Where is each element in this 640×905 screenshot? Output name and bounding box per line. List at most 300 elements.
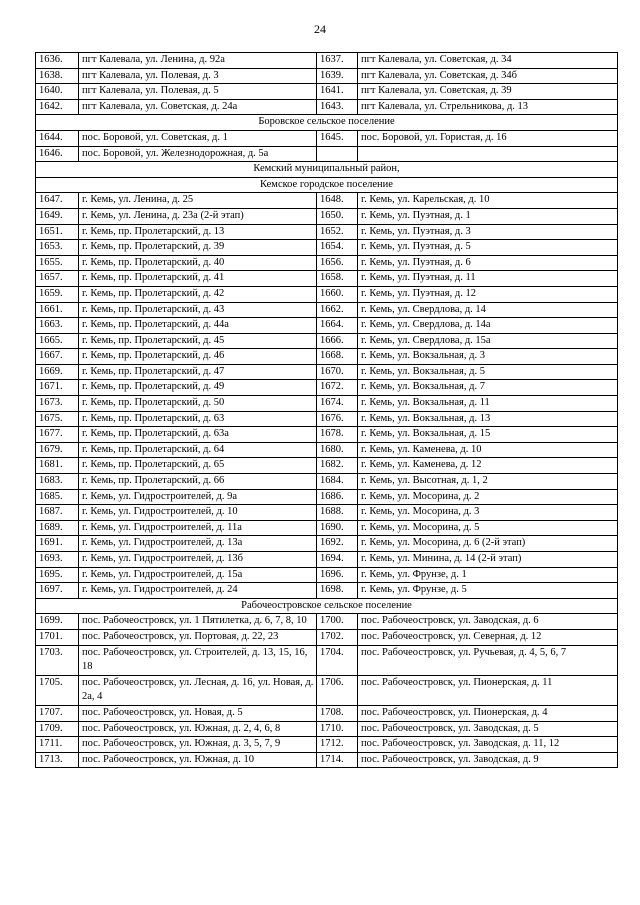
- entry-number: [317, 752, 358, 768]
- table-row: [36, 474, 618, 490]
- address-cell: [79, 84, 317, 100]
- entry-number-text: 1668.: [320, 350, 344, 362]
- address-cell: [79, 614, 317, 630]
- table-row: [36, 99, 618, 115]
- address-text: г. Кемь, ул. Ленина, д. 25: [82, 194, 194, 206]
- entry-number: [317, 224, 358, 240]
- entry-number: [36, 705, 79, 721]
- address-cell: [358, 705, 618, 721]
- address-cell: [79, 536, 317, 552]
- entry-number-text: 1708.: [320, 706, 344, 718]
- address-text: г. Кемь, ул. Свердлова, д. 15а: [361, 334, 491, 346]
- address-text: г. Кемь, ул. Гидростроителей, д. 13а: [82, 537, 243, 549]
- entry-number: [317, 705, 358, 721]
- address-text: пгт Калевала, ул. Советская, д. 24а: [82, 100, 238, 112]
- entry-number: [317, 286, 358, 302]
- address-cell: [358, 224, 618, 240]
- address-text: г. Кемь, ул. Фрунзе, д. 1: [361, 568, 467, 580]
- address-text: пос. Рабочеостровск, ул. Новая, д. 5: [82, 706, 243, 718]
- address-text: пос. Рабочеостровск, ул. Южная, д. 2, 4, 6, 8: [82, 722, 281, 734]
- entry-number-text: 1683.: [39, 475, 63, 487]
- address-text: г. Кемь, пр. Пролетарский, д. 63: [82, 412, 225, 424]
- entry-number: [36, 520, 79, 536]
- entry-number-text: 1660.: [320, 287, 344, 299]
- entry-number: [36, 240, 79, 256]
- address-cell: [79, 411, 317, 427]
- entry-number: [317, 411, 358, 427]
- entry-number-text: 1699.: [39, 615, 63, 627]
- address-text: пос. Боровой, ул. Гористая, д. 16: [361, 131, 507, 143]
- table-row: [36, 193, 618, 209]
- table-row: [36, 240, 618, 256]
- address-text: пгт Калевала, ул. Полевая, д. 3: [82, 69, 219, 81]
- entry-number-text: 1658.: [320, 272, 344, 284]
- address-text: пос. Рабочеостровск, ул. Пионерская, д. 11: [361, 676, 553, 688]
- entry-number: [36, 349, 79, 365]
- address-text: г. Кемь, пр. Пролетарский, д. 13: [82, 225, 225, 237]
- entry-number: [317, 333, 358, 349]
- entry-number: [36, 474, 79, 490]
- entry-number: [36, 442, 79, 458]
- table-row: [36, 380, 618, 396]
- table-row: [36, 349, 618, 365]
- address-cell: [79, 737, 317, 753]
- address-cell: [358, 583, 618, 599]
- address-text: г. Кемь, ул. Вокзальная, д. 13: [361, 412, 491, 424]
- entry-number-text: 1701.: [39, 630, 63, 642]
- entry-number: [36, 583, 79, 599]
- entry-number-text: 1706.: [320, 676, 344, 688]
- address-cell: [79, 146, 317, 162]
- entry-number: [317, 208, 358, 224]
- address-cell: [358, 552, 618, 568]
- address-text: пос. Рабочеостровск, ул. Северная, д. 12: [361, 630, 542, 642]
- address-text: пгт Калевала, ул. Советская, д. 34: [361, 54, 512, 65]
- entry-number-text: 1710.: [320, 722, 344, 734]
- address-cell: [79, 442, 317, 458]
- address-text: г. Кемь, пр. Пролетарский, д. 46: [82, 350, 225, 362]
- address-cell: [79, 552, 317, 568]
- entry-number: [317, 302, 358, 318]
- address-text: г. Кемь, пр. Пролетарский, д. 66: [82, 475, 225, 487]
- table-row: [36, 489, 618, 505]
- entry-number: [317, 255, 358, 271]
- address-text: г. Кемь, ул. Гидростроителей, д. 11а: [82, 521, 242, 533]
- entry-number-text: 1672.: [320, 381, 344, 393]
- entry-number-text: 1704.: [320, 646, 344, 658]
- address-cell: [358, 208, 618, 224]
- address-cell: [79, 567, 317, 583]
- address-cell: [358, 536, 618, 552]
- table-row: [36, 752, 618, 768]
- table-row: [36, 84, 618, 100]
- entry-number-text: 1671.: [39, 381, 63, 393]
- address-text: пос. Рабочеостровск, ул. Южная, д. 10: [82, 753, 255, 765]
- entry-number-text: 1689.: [39, 521, 63, 533]
- address-text: г. Кемь, ул. Пуэтная, д. 3: [361, 225, 471, 237]
- address-text: пос. Рабочеостровск, ул. 1 Пятилетка, д. 6, 7, 8, 10: [82, 615, 307, 627]
- address-cell: [358, 255, 618, 271]
- entry-number: [36, 53, 79, 69]
- entry-number: [317, 614, 358, 630]
- page-number: 24: [314, 22, 326, 36]
- address-text: г. Кемь, ул. Мосорина, д. 3: [361, 506, 480, 518]
- entry-number-text: 1675.: [39, 412, 63, 424]
- address-cell: [358, 721, 618, 737]
- address-cell: [358, 629, 618, 645]
- entry-number: [317, 318, 358, 334]
- address-table: [35, 52, 618, 768]
- table-row: [36, 505, 618, 521]
- entry-number: [317, 427, 358, 443]
- address-text: пгт Калевала, ул. Полевая, д. 5: [82, 85, 219, 97]
- entry-number-text: 1649.: [39, 209, 63, 221]
- address-text: г. Кемь, ул. Каменева, д. 10: [361, 443, 482, 455]
- entry-number: [317, 84, 358, 100]
- address-cell: [358, 567, 618, 583]
- entry-number-text: 1664.: [320, 319, 344, 331]
- address-text: пос. Рабочеостровск, ул. Ручьевая, д. 4, 5, 6, 7: [361, 646, 567, 658]
- address-text: г. Кемь, ул. Вокзальная, д. 7: [361, 381, 485, 393]
- entry-number: [317, 68, 358, 84]
- entry-number-text: 1712.: [320, 738, 344, 750]
- entry-number: [317, 458, 358, 474]
- section-heading: Рабочеостровское сельское поселение: [36, 598, 618, 614]
- entry-number: [36, 721, 79, 737]
- entry-number: [317, 520, 358, 536]
- entry-number: [36, 614, 79, 630]
- address-cell: [358, 737, 618, 753]
- entry-number: [36, 645, 79, 675]
- entry-number-text: 1700.: [320, 615, 344, 627]
- entry-number-text: 1670.: [320, 365, 344, 377]
- entry-number-text: 1686.: [320, 490, 344, 502]
- entry-number-text: 1639.: [320, 69, 344, 81]
- entry-number-text: 1640.: [39, 85, 63, 97]
- address-text: пгт Калевала, ул. Ленина, д. 92а: [82, 54, 225, 65]
- entry-number-text: 1697.: [39, 584, 63, 596]
- entry-number-text: 1680.: [320, 443, 344, 455]
- table-row: [36, 442, 618, 458]
- address-text: г. Кемь, пр. Пролетарский, д. 64: [82, 443, 225, 455]
- address-text: г. Кемь, ул. Гидростроителей, д. 10: [82, 506, 238, 518]
- entry-number: [317, 99, 358, 115]
- entry-number-text: 1687.: [39, 506, 63, 518]
- entry-number: [317, 489, 358, 505]
- address-cell: [79, 130, 317, 146]
- address-text: г. Кемь, пр. Пролетарский, д. 44а: [82, 319, 229, 331]
- address-cell: [358, 84, 618, 100]
- entry-number-text: 1696.: [320, 568, 344, 580]
- entry-number-text: 1653.: [39, 241, 63, 253]
- entry-number: [36, 271, 79, 287]
- entry-number-text: 1685.: [39, 490, 63, 502]
- entry-number-text: 1663.: [39, 319, 63, 331]
- entry-number: [36, 255, 79, 271]
- address-cell: [79, 333, 317, 349]
- entry-number: [36, 427, 79, 443]
- address-text: пос. Рабочеостровск, ул. Южная, д. 3, 5, 7, 9: [82, 738, 281, 750]
- entry-number: [36, 489, 79, 505]
- entry-number-text: 1693.: [39, 553, 63, 564]
- address-text: пос. Боровой, ул. Советская, д. 1: [82, 131, 228, 143]
- address-text: г. Кемь, ул. Пуэтная, д. 6: [361, 256, 471, 268]
- entry-number-text: 1688.: [320, 506, 344, 518]
- address-cell: [358, 240, 618, 256]
- entry-number-text: 1674.: [320, 397, 344, 409]
- address-text: пос. Рабочеостровск, ул. Заводская, д. 11, 12: [361, 738, 560, 750]
- address-cell: [79, 286, 317, 302]
- table-row: [36, 536, 618, 552]
- entry-number-text: 1637.: [320, 54, 344, 65]
- address-cell: [79, 255, 317, 271]
- entry-number: [36, 224, 79, 240]
- entry-number-text: 1713.: [39, 753, 63, 765]
- entry-number: [317, 536, 358, 552]
- entry-number: [36, 68, 79, 84]
- entry-number: [36, 130, 79, 146]
- entry-number: [36, 505, 79, 521]
- address-cell: [79, 193, 317, 209]
- section-heading-row: [36, 177, 618, 193]
- address-cell: [358, 302, 618, 318]
- entry-number-text: 1655.: [39, 256, 63, 268]
- table-row: [36, 271, 618, 287]
- address-text: г. Кемь, ул. Мосорина, д. 5: [361, 521, 480, 533]
- entry-number-text: 1667.: [39, 350, 63, 362]
- entry-number-text: 1665.: [39, 334, 63, 346]
- table-row: [36, 629, 618, 645]
- address-text: г. Кемь, пр. Пролетарский, д. 49: [82, 381, 225, 393]
- entry-number: [317, 552, 358, 568]
- address-cell: [358, 271, 618, 287]
- address-text: г. Кемь, ул. Пуэтная, д. 12: [361, 287, 476, 299]
- address-cell: [358, 411, 618, 427]
- table-row: [36, 552, 618, 568]
- address-cell: [358, 520, 618, 536]
- address-text: г. Кемь, пр. Пролетарский, д. 47: [82, 365, 225, 377]
- entry-number-text: 1662.: [320, 303, 344, 315]
- entry-number: [317, 567, 358, 583]
- address-cell: [358, 645, 618, 675]
- table-row: [36, 458, 618, 474]
- entry-number-text: 1654.: [320, 241, 344, 253]
- address-text: пос. Рабочеостровск, ул. Лесная, д. 16, ул. Новая, д. 2а, 4: [82, 676, 314, 703]
- address-text: г. Кемь, ул. Фрунзе, д. 5: [361, 584, 467, 596]
- address-text: г. Кемь, ул. Высотная, д. 1, 2: [361, 475, 488, 487]
- table-row: [36, 675, 618, 705]
- address-cell: [358, 474, 618, 490]
- entry-number: [317, 737, 358, 753]
- entry-number-text: 1681.: [39, 459, 63, 471]
- address-text: г. Кемь, ул. Вокзальная, д. 5: [361, 365, 485, 377]
- address-text: г. Кемь, пр. Пролетарский, д. 65: [82, 459, 225, 471]
- entry-number-text: 1666.: [320, 334, 344, 346]
- entry-number: [317, 442, 358, 458]
- entry-number: [36, 333, 79, 349]
- address-cell: [358, 68, 618, 84]
- entry-number-text: 1679.: [39, 443, 63, 455]
- address-text: г. Кемь, пр. Пролетарский, д. 50: [82, 397, 225, 409]
- entry-number-text: 1647.: [39, 194, 63, 206]
- address-cell: [358, 442, 618, 458]
- section-heading-row: [36, 115, 618, 131]
- address-text: г. Кемь, ул. Мосорина, д. 2: [361, 490, 480, 502]
- address-cell: [79, 675, 317, 705]
- entry-number: [317, 396, 358, 412]
- entry-number-text: 1709.: [39, 722, 63, 734]
- table-row: [36, 396, 618, 412]
- entry-number: [317, 583, 358, 599]
- entry-number: [36, 302, 79, 318]
- address-text: г. Кемь, ул. Пуэтная, д. 1: [361, 209, 471, 221]
- address-cell: [358, 53, 618, 69]
- table-row: [36, 645, 618, 675]
- entry-number: [36, 536, 79, 552]
- table-row: [36, 53, 618, 69]
- address-text: г. Кемь, ул. Гидростроителей, д. 24: [82, 584, 238, 596]
- table-row: [36, 286, 618, 302]
- address-text: г. Кемь, ул. Ленина, д. 23а (2-й этап): [82, 209, 244, 221]
- entry-number-text: 1636.: [39, 54, 63, 65]
- address-text: г. Кемь, пр. Пролетарский, д. 40: [82, 256, 225, 268]
- section-heading-row: [36, 162, 618, 178]
- address-text: г. Кемь, ул. Карельская, д. 10: [361, 194, 490, 206]
- address-cell: [79, 318, 317, 334]
- address-text: г. Кемь, пр. Пролетарский, д. 43: [82, 303, 225, 315]
- address-text: г. Кемь, пр. Пролетарский, д. 41: [82, 272, 225, 284]
- address-cell: [358, 146, 618, 162]
- address-text: пгт Калевала, ул. Советская, д. 39: [361, 85, 512, 97]
- entry-number-text: 1673.: [39, 397, 63, 409]
- entry-number: [36, 567, 79, 583]
- address-cell: [79, 208, 317, 224]
- address-table-body: [36, 53, 618, 768]
- entry-number-text: 1651.: [39, 225, 63, 237]
- entry-number-text: 1698.: [320, 584, 344, 596]
- entry-number: [36, 146, 79, 162]
- address-text: г. Кемь, ул. Минина, д. 14 (2-й этап): [361, 553, 522, 564]
- entry-number-text: 1695.: [39, 568, 63, 580]
- entry-number-text: 1692.: [320, 537, 344, 549]
- table-row: [36, 364, 618, 380]
- address-cell: [358, 286, 618, 302]
- address-text: г. Кемь, ул. Пуэтная, д. 11: [361, 272, 476, 284]
- address-cell: [358, 614, 618, 630]
- address-cell: [358, 458, 618, 474]
- entry-number: [36, 396, 79, 412]
- address-cell: [358, 380, 618, 396]
- table-row: [36, 583, 618, 599]
- section-heading: Кемский муниципальный район,: [36, 162, 618, 178]
- table-row: [36, 333, 618, 349]
- entry-number-text: 1656.: [320, 256, 344, 268]
- address-text: пос. Рабочеостровск, ул. Портовая, д. 22, 23: [82, 630, 279, 642]
- address-text: г. Кемь, ул. Вокзальная, д. 15: [361, 428, 491, 440]
- entry-number: [317, 193, 358, 209]
- address-cell: [79, 380, 317, 396]
- entry-number-text: 1642.: [39, 100, 63, 112]
- address-text: пос. Рабочеостровск, ул. Строителей, д. 13, 15, 16, 18: [82, 646, 308, 673]
- entry-number: [36, 629, 79, 645]
- address-cell: [79, 505, 317, 521]
- address-cell: [79, 427, 317, 443]
- table-row: [36, 318, 618, 334]
- address-cell: [79, 53, 317, 69]
- address-cell: [79, 349, 317, 365]
- entry-number-text: 1643.: [320, 100, 344, 112]
- address-cell: [79, 489, 317, 505]
- address-cell: [79, 752, 317, 768]
- entry-number: [317, 349, 358, 365]
- table-row: [36, 302, 618, 318]
- entry-number-text: 1691.: [39, 537, 63, 549]
- address-text: г. Кемь, ул. Свердлова, д. 14: [361, 303, 486, 315]
- entry-number: [36, 318, 79, 334]
- address-text: пос. Рабочеостровск, ул. Заводская, д. 6: [361, 615, 539, 627]
- entry-number: [317, 721, 358, 737]
- entry-number: [36, 286, 79, 302]
- table-row: [36, 567, 618, 583]
- address-text: пос. Боровой, ул. Железнодорожная, д. 5а: [82, 147, 269, 159]
- entry-number-text: 1705.: [39, 676, 63, 688]
- entry-number-text: 1684.: [320, 475, 344, 487]
- entry-number-text: 1646.: [39, 147, 63, 159]
- table-row: [36, 614, 618, 630]
- table-row: [36, 208, 618, 224]
- address-text: г. Кемь, ул. Свердлова, д. 14а: [361, 319, 491, 331]
- entry-number: [36, 193, 79, 209]
- table-row: [36, 427, 618, 443]
- entry-number: [36, 752, 79, 768]
- address-cell: [358, 427, 618, 443]
- address-cell: [79, 99, 317, 115]
- address-text: пгт Калевала, ул. Стрельникова, д. 13: [361, 100, 529, 112]
- table-row: [36, 130, 618, 146]
- section-heading-row: [36, 598, 618, 614]
- entry-number-text: 1645.: [320, 131, 344, 143]
- entry-number: [317, 364, 358, 380]
- address-text: г. Кемь, пр. Пролетарский, д. 39: [82, 241, 225, 253]
- entry-number: [36, 380, 79, 396]
- address-cell: [79, 705, 317, 721]
- entry-number: [317, 146, 358, 162]
- address-text: г. Кемь, ул. Гидростроителей, д. 13б: [82, 553, 243, 564]
- address-cell: [358, 505, 618, 521]
- entry-number: [36, 552, 79, 568]
- address-text: пос. Рабочеостровск, ул. Заводская, д. 5: [361, 722, 539, 734]
- entry-number: [317, 130, 358, 146]
- table-row: [36, 146, 618, 162]
- address-text: г. Кемь, ул. Вокзальная, д. 11: [361, 397, 490, 409]
- entry-number-text: 1682.: [320, 459, 344, 471]
- address-text: г. Кемь, пр. Пролетарский, д. 45: [82, 334, 225, 346]
- address-cell: [79, 583, 317, 599]
- entry-number-text: 1694.: [320, 553, 344, 564]
- entry-number: [36, 458, 79, 474]
- address-cell: [79, 520, 317, 536]
- address-cell: [358, 193, 618, 209]
- address-cell: [79, 364, 317, 380]
- address-cell: [79, 240, 317, 256]
- entry-number: [317, 474, 358, 490]
- address-text: пос. Рабочеостровск, ул. Заводская, д. 9: [361, 753, 539, 765]
- entry-number-text: 1669.: [39, 365, 63, 377]
- entry-number-text: 1648.: [320, 194, 344, 206]
- section-heading: Кемское городское поселение: [36, 177, 618, 193]
- entry-number: [36, 84, 79, 100]
- entry-number: [36, 675, 79, 705]
